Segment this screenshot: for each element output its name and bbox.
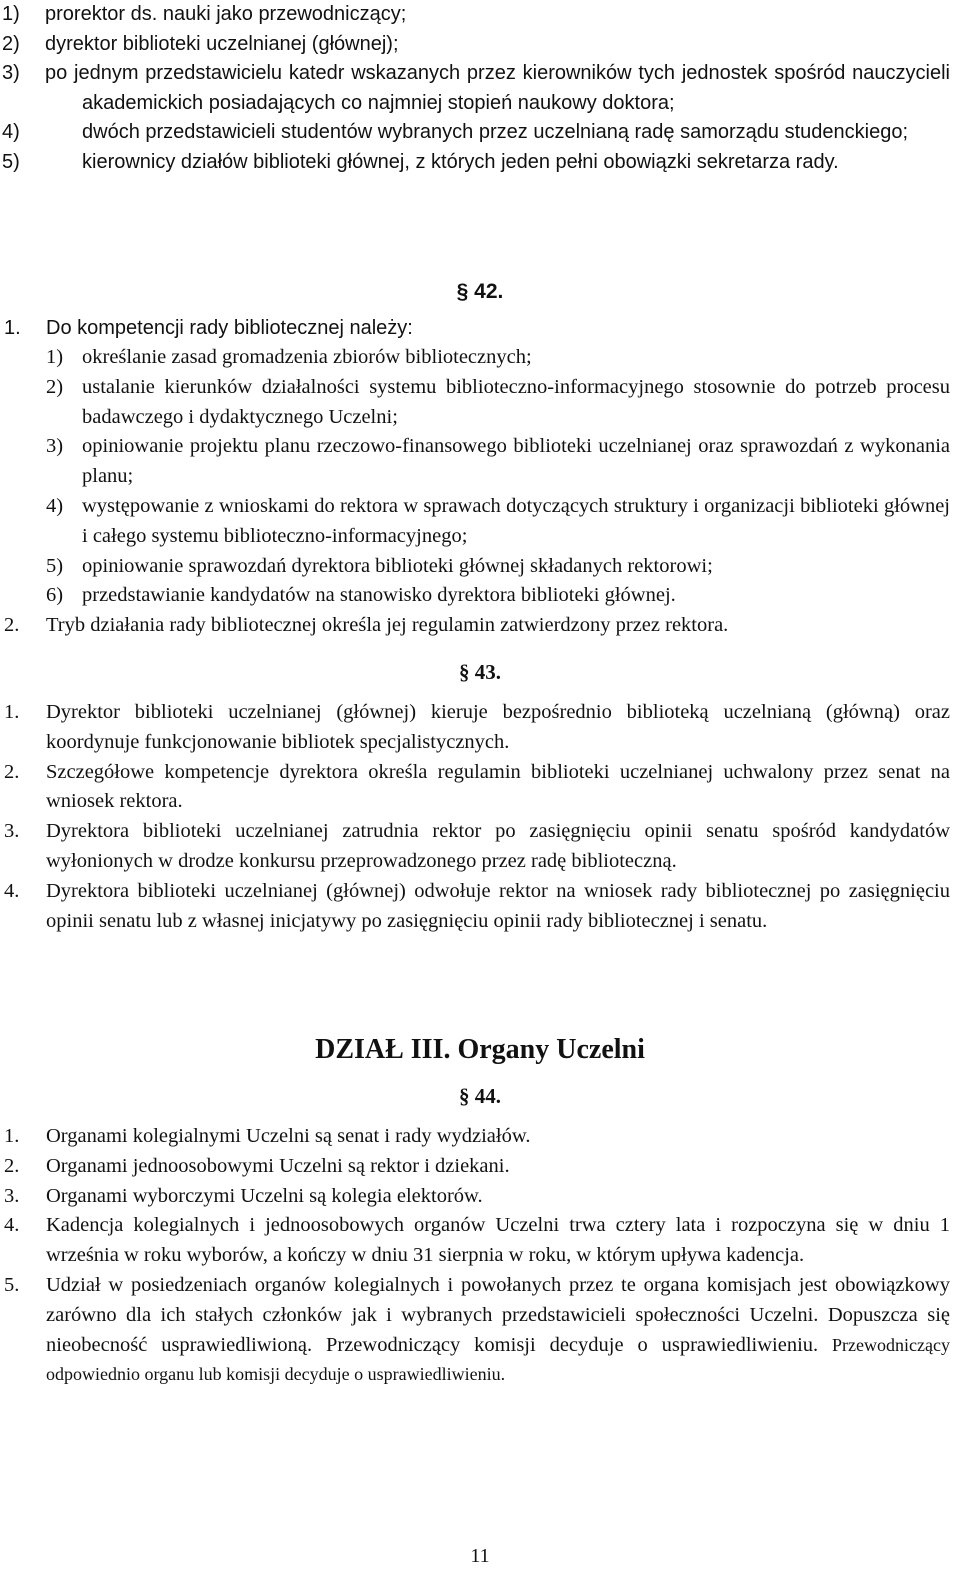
paragraph-1 bbox=[0, 313, 960, 343]
top-list bbox=[0, 0, 960, 177]
paragraph-text-main: Udział w posiedzeniach organów kolegialnych i powołanych przez te organa komisjach jest obowiązkowy zarówno dla ich stałych członków jak i wybranych przedstawicieli społeczności Uczelni. Dopuszcza się nieobecność usprawiedliwioną. Przewodniczący komisji decyduje o usprawiedliwieniu. bbox=[46, 1273, 950, 1356]
paragraph bbox=[0, 758, 960, 818]
list-item bbox=[0, 148, 960, 178]
paragraph-text: Dyrektora biblioteki uczelnianej (głównej) odwołuje rektor na wniosek rady bibliotecznej po zasięgnięciu opinii senatu lub z własnej inicjatywy po zasięgnięciu opinii rady bibliotecznej i senatu. bbox=[46, 879, 950, 932]
list-item bbox=[0, 118, 960, 148]
paragraph-text: Organami jednoosobowymi Uczelni są rektor i dziekani. bbox=[46, 1154, 510, 1177]
list-item-text: kierownicy działów biblioteki głównej, z których jeden pełni obowiązki sekretarza rady. bbox=[82, 150, 839, 173]
list-item-number: 3) bbox=[2, 62, 20, 84]
paragraph-text: Szczegółowe kompetencje dyrektora określa regulamin biblioteki uczelnianej uchwalony przez senat na wniosek rektora. bbox=[46, 760, 950, 813]
paragraph bbox=[0, 1152, 960, 1182]
paragraph-number: 2. bbox=[4, 1154, 20, 1177]
list-item-number: 1) bbox=[46, 346, 64, 368]
list-item bbox=[0, 30, 960, 60]
paragraph-number: 4. bbox=[4, 1214, 20, 1237]
paragraph-text bbox=[46, 1271, 950, 1390]
section-43 bbox=[0, 698, 960, 936]
paragraph-1-list bbox=[0, 343, 960, 641]
list-item-text: opiniowanie sprawozdań dyrektora biblioteki głównej składanych rektorowi; bbox=[82, 554, 713, 577]
list-item-text: ustalanie kierunków działalności systemu biblioteczno-informacyjnego stosownie do potrzeb procesu badawczego i dydaktycznego Uczelni; bbox=[82, 375, 950, 428]
paragraph-text: Tryb działania rady bibliotecznej określa jej regulamin zatwierdzony przez rektora. bbox=[46, 614, 729, 637]
paragraph-text: Dyrektor biblioteki uczelnianej (głównej) kieruje bezpośrednio biblioteką uczelnianą (główną) oraz koordynuje funkcjonowanie bibliotek specjalistycznych. bbox=[46, 701, 950, 753]
list-item bbox=[0, 552, 960, 582]
paragraph-text: Dyrektora biblioteki uczelnianej zatrudnia rektor po zasięgnięciu opinii senatu spośród kandydatów wyłonionych w drodze konkursu przeprowadzonego przez radę biblioteczną. bbox=[46, 820, 950, 872]
page-number: 11 bbox=[470, 1545, 490, 1567]
paragraph bbox=[0, 1211, 960, 1271]
paragraph-number: 1. bbox=[4, 701, 20, 723]
list-item-text: określanie zasad gromadzenia zbiorów bibliotecznych; bbox=[82, 346, 532, 368]
list-item bbox=[0, 492, 960, 552]
chapter-title: DZIAŁ III. Organy Uczelni bbox=[315, 1034, 645, 1065]
paragraph bbox=[0, 817, 960, 877]
paragraph-text: Kadencja kolegialnych i jednoosobowych organów Uczelni trwa cztery lata i rozpoczyna się w dniu 1 września w roku wyborów, a kończy w dniu 31 sierpnia w roku, w którym upływa kadencja. bbox=[46, 1214, 950, 1267]
paragraph-number: 4. bbox=[4, 879, 20, 902]
list-item-number: 1) bbox=[2, 3, 20, 25]
list-item-number: 2) bbox=[2, 32, 20, 55]
paragraph-number: 3. bbox=[4, 820, 20, 843]
paragraph-number: 1. bbox=[4, 317, 21, 339]
list-item bbox=[0, 373, 960, 433]
list-item-number: 2) bbox=[46, 375, 64, 398]
list-item-text: dwóch przedstawicieli studentów wybranych przez uczelnianą radę samorządu studenckiego; bbox=[82, 121, 908, 143]
paragraph-2 bbox=[0, 611, 960, 641]
paragraph bbox=[0, 1271, 960, 1390]
list-item-number: 6) bbox=[46, 584, 64, 607]
paragraph bbox=[0, 877, 960, 937]
list-item-number: 3) bbox=[46, 435, 64, 458]
list-item-number: 5) bbox=[46, 554, 64, 577]
paragraph-number: 3. bbox=[4, 1184, 20, 1207]
section-heading-44: § 44. bbox=[459, 1084, 501, 1108]
list-item-text: opiniowanie projektu planu rzeczowo-finansowego biblioteki uczelnianej oraz sprawozdań z wykonania planu; bbox=[82, 435, 950, 488]
list-item-text: prorektor ds. nauki jako przewodniczący; bbox=[45, 3, 407, 25]
list-item bbox=[0, 343, 960, 373]
paragraph-number: 1. bbox=[4, 1125, 20, 1147]
section-heading-43: § 43. bbox=[459, 660, 501, 684]
list-item-number: 4) bbox=[2, 121, 20, 143]
paragraph-number: 2. bbox=[4, 614, 20, 637]
paragraph-text: Organami wyborczymi Uczelni są kolegia elektorów. bbox=[46, 1184, 483, 1207]
paragraph-text: Do kompetencji rady bibliotecznej należy: bbox=[46, 317, 413, 339]
list-item-text: dyrektor biblioteki uczelnianej (głównej); bbox=[45, 32, 399, 55]
list-item bbox=[0, 59, 960, 118]
paragraph bbox=[0, 1182, 960, 1212]
list-item bbox=[0, 0, 960, 30]
section-44 bbox=[0, 1122, 960, 1390]
paragraph-number: 2. bbox=[4, 760, 20, 783]
paragraph-text-small: Przewodniczący odpowiednio organu lub komisji decyduje o usprawiedliwieniu. bbox=[46, 1334, 950, 1385]
list-item-text: przedstawianie kandydatów na stanowisko dyrektora biblioteki głównej. bbox=[82, 584, 676, 607]
paragraph-text: Organami kolegialnymi Uczelni są senat i rady wydziałów. bbox=[46, 1125, 531, 1147]
paragraph-number: 5. bbox=[4, 1273, 20, 1296]
section-42 bbox=[0, 313, 960, 641]
list-item-text: po jednym przedstawicielu katedr wskazanych przez kierowników tych jednostek spośród nauczycieli akademickich posiadających co najmniej stopień naukowy doktora; bbox=[45, 62, 950, 114]
list-item-number: 4) bbox=[46, 494, 64, 517]
paragraph bbox=[0, 1122, 960, 1152]
section-heading-42: § 42. bbox=[456, 280, 504, 303]
list-item-number: 5) bbox=[2, 150, 20, 173]
list-item bbox=[0, 581, 960, 611]
paragraph bbox=[0, 698, 960, 758]
list-item-text: występowanie z wnioskami do rektora w sprawach dotyczących struktury i organizacji biblioteki głównej i całego systemu biblioteczno-informacyjnego; bbox=[82, 494, 950, 547]
list-item bbox=[0, 432, 960, 492]
